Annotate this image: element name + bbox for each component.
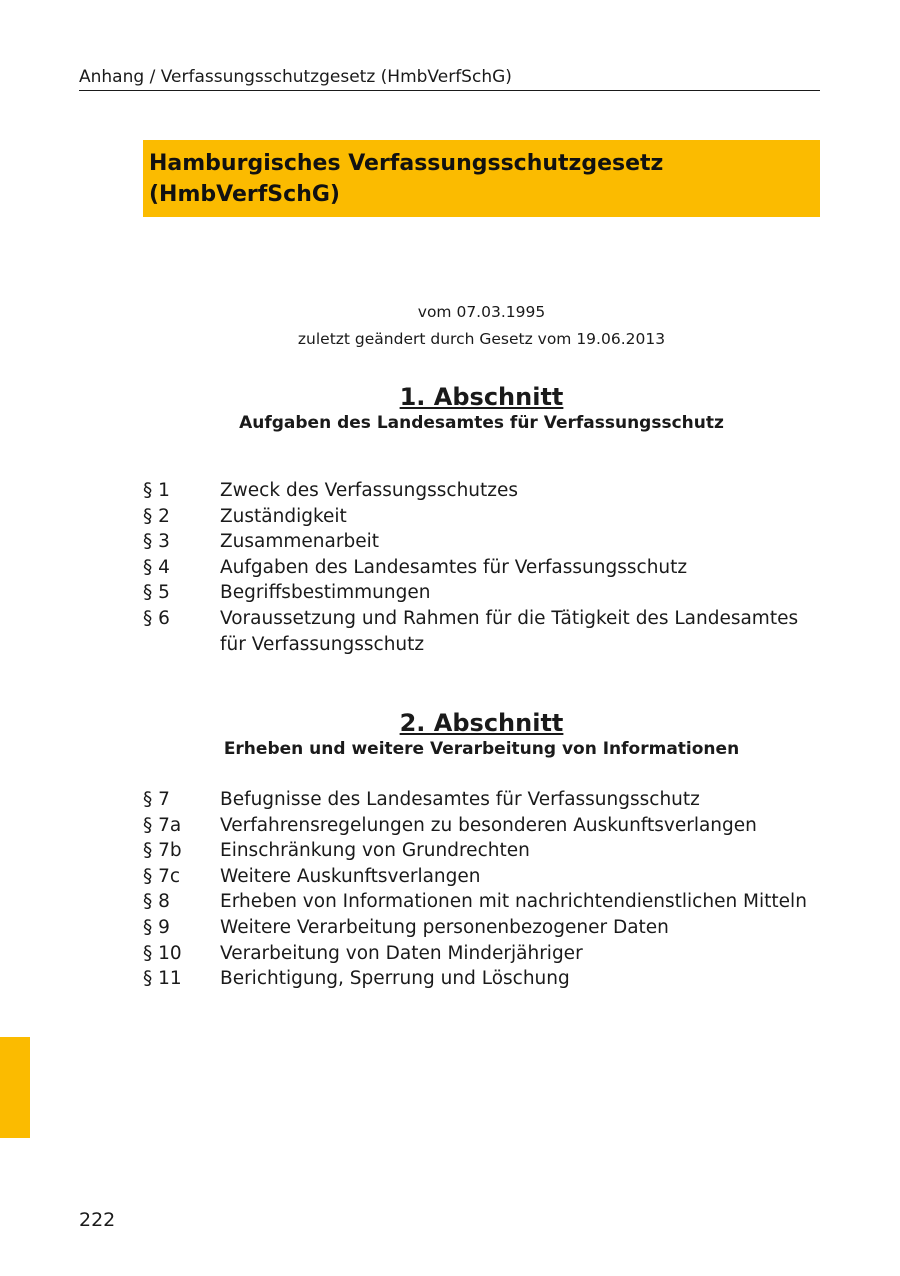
paragraph-title: Verarbeitung von Daten Minderjähriger xyxy=(220,942,583,964)
section-2-toc xyxy=(143,787,820,992)
toc-entry xyxy=(143,478,820,504)
paragraph-number: § 11 xyxy=(143,968,182,990)
paragraph-title: Begriffsbestimmungen xyxy=(220,582,431,604)
toc-entry xyxy=(143,580,820,606)
paragraph-number: § 7a xyxy=(143,814,182,836)
paragraph-number: § 7c xyxy=(143,865,181,887)
toc-entry xyxy=(143,941,820,967)
paragraph-number: § 4 xyxy=(143,556,170,578)
toc-entry xyxy=(143,838,820,864)
paragraph-title: Verfahrensregelungen zu besonderen Auskunftsverlangen xyxy=(220,814,757,836)
toc-entry xyxy=(143,889,820,915)
toc-entry xyxy=(143,915,820,941)
paragraph-title: Zweck des Verfassungsschutzes xyxy=(220,480,519,501)
amended-date: zuletzt geändert durch Gesetz vom 19.06.2013 xyxy=(297,330,666,348)
toc-entry xyxy=(143,606,820,657)
section-1-number: 1. Abschnitt xyxy=(399,383,564,411)
paragraph-number: § 2 xyxy=(143,505,170,527)
paragraph-title: Zusammenarbeit xyxy=(220,531,379,553)
section-1-toc xyxy=(143,478,820,657)
paragraph-title: Erheben von Informationen mit nachrichtendienstlichen Mitteln xyxy=(220,891,807,913)
section-1-heading xyxy=(143,382,820,434)
paragraph-number: § 6 xyxy=(143,607,170,629)
toc-entry xyxy=(143,504,820,530)
paragraph-number: § 7 xyxy=(143,789,170,810)
title-line-2: (HmbVerfSchG) xyxy=(149,182,340,207)
paragraph-title: Aufgaben des Landesamtes für Verfassungsschutz xyxy=(220,556,688,578)
paragraph-title: Berichtigung, Sperrung und Löschung xyxy=(220,968,570,990)
section-2-subtitle: Erheben und weitere Verarbeitung von Informationen xyxy=(223,739,740,759)
paragraph-number: § 9 xyxy=(143,916,170,938)
toc-entry xyxy=(143,966,820,992)
toc-entry xyxy=(143,555,820,581)
section-2-number: 2. Abschnitt xyxy=(399,709,564,737)
section-2-heading xyxy=(143,708,820,760)
toc-entry xyxy=(143,864,820,890)
toc-entry xyxy=(143,813,820,839)
toc-entry xyxy=(143,787,820,813)
section-1-subtitle: Aufgaben des Landesamtes für Verfassungsschutz xyxy=(239,413,724,433)
document-title xyxy=(143,140,820,217)
title-line-1: Hamburgisches Verfassungsschutzgesetz xyxy=(149,151,664,176)
paragraph-title: Weitere Verarbeitung personenbezogener Daten xyxy=(220,916,669,938)
toc-entry xyxy=(143,529,820,555)
enacted-date: vom 07.03.1995 xyxy=(417,303,546,321)
paragraph-title: Befugnisse des Landesamtes für Verfassungsschutz xyxy=(220,789,700,810)
page-number: 222 xyxy=(79,1209,116,1231)
paragraph-title: Zuständigkeit xyxy=(220,505,347,527)
paragraph-number: § 5 xyxy=(143,582,170,604)
paragraph-number: § 7b xyxy=(143,840,182,862)
paragraph-title: Weitere Auskunftsverlangen xyxy=(220,865,481,887)
paragraph-number: § 8 xyxy=(143,891,170,913)
running-header: Anhang / Verfassungsschutzgesetz (HmbVerfSchG) xyxy=(79,66,820,91)
paragraph-number: § 1 xyxy=(143,480,170,501)
paragraph-number: § 3 xyxy=(143,531,170,553)
paragraph-title: Einschränkung von Grundrechten xyxy=(220,840,530,862)
chapter-tab-marker xyxy=(0,1037,30,1138)
paragraph-number: § 10 xyxy=(143,942,182,964)
paragraph-title: Voraussetzung und Rahmen für die Tätigkeit des Landesamtes für Verfassungsschutz xyxy=(220,607,799,655)
